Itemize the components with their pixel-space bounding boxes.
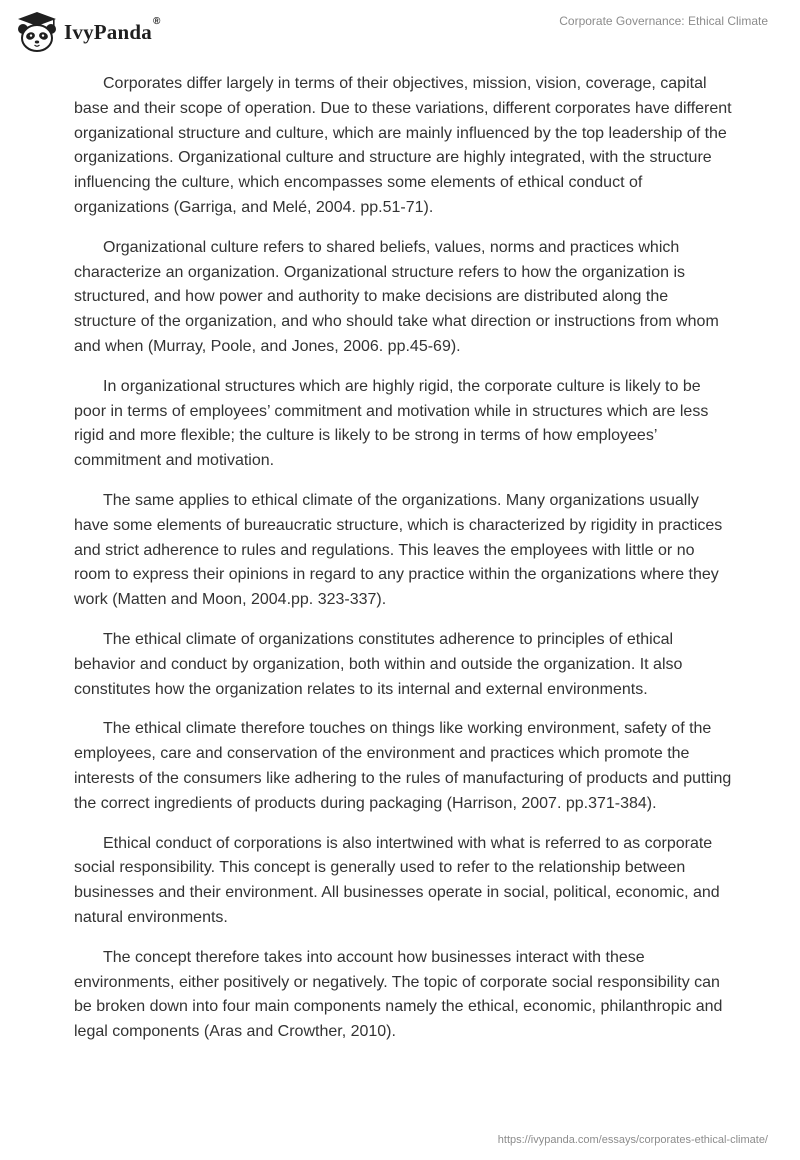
essay-body [74,72,734,1060]
logo-text: IvyPanda® [64,15,161,44]
paragraph-7: Ethical conduct of corporations is also intertwined with what is referred to as corporate social responsibility. This concept is generally used to refer to the relationship between businesses and their environment. All businesses operate in social, political, economic, and natural environments. [74,834,720,926]
source-url[interactable]: https://ivypanda.com/essays/corporates-ethical-climate/ [497,1134,768,1146]
panda-graduation-cap-icon [14,10,60,54]
document-title: Corporate Governance: Ethical Climate [559,14,768,28]
registered-mark: ® [152,15,161,27]
paragraph-5: The ethical climate of organizations constitutes adherence to principles of ethical behavior and conduct by organization, both within and outside the organization. It also constitutes how the organization relates to its internal and external environments. [74,630,683,698]
paragraph-1: Corporates differ largely in terms of their objectives, mission, vision, coverage, capital base and their scope of operation. Due to these variations, different corporates have different organizational structure and culture, which are mainly influenced by the top leadership of the organizations. Organizational culture and structure are highly integrated, with the structure influencing the culture, which encompasses some elements of ethical conduct of organizations (Garriga, and Melé, 2004. pp.51-71). [74,75,732,216]
ivypanda-logo[interactable] [14,10,161,54]
paragraph-6: The ethical climate therefore touches on things like working environment, safety of the employees, care and conservation of the environment and practices which promote the interests of the consumers like adhering to the rules of manufacturing of products and putting the correct ingredients of products during packaging (Harrison, 2007. pp.371-384). [74,720,732,812]
paragraph-2: Organizational culture refers to shared beliefs, values, norms and practices which characterize an organization. Organizational structure refers to how the organization is structured, and how power and authority to make decisions are distributed along the structure of the organization, and who should take what direction or instructions from whom and when (Murray, Poole, and Jones, 2006. pp.45-69). [74,238,719,355]
paragraph-3: In organizational structures which are highly rigid, the corporate culture is likely to be poor in terms of employees’ commitment and motivation while in structures which are less rigid and more flexible; the culture is likely to be strong in terms of how employees’ commitment and motivation. [74,377,709,470]
paragraph-8: The concept therefore takes into account how businesses interact with these environments, either positively or negatively. The topic of corporate social responsibility can be broken down into four main components namely the ethical, economic, philanthropic and legal components (Aras and Crowther, 2010). [74,948,723,1041]
page-header [0,0,800,60]
paragraph-4: The same applies to ethical climate of the organizations. Many organizations usually have some elements of bureaucratic structure, which is characterized by rigidity in practices and strict adherence to rules and regulations. This leaves the employees with little or no room to express their opinions in regard to any practice within the organizations where they work (Matten and Moon, 2004.pp. 323-337). [74,491,723,609]
